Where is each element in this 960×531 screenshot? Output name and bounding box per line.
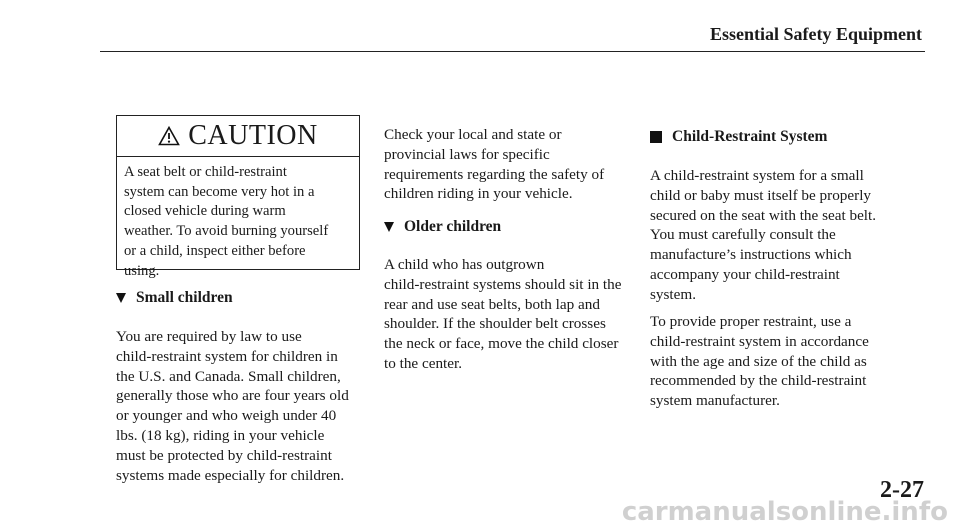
header-rule (100, 51, 925, 52)
text-line: children riding in your vehicle. (384, 185, 573, 203)
child-restraint-system-heading-text: Child-Restraint System (672, 128, 828, 145)
caution-line: closed vehicle during warm (124, 203, 286, 220)
text-line: the neck or face, move the child closer (384, 335, 619, 353)
text-line: with the age and size of the child as (650, 352, 867, 370)
caution-box (116, 115, 360, 279)
older-children-paragraph (384, 255, 622, 374)
text-line: A child-restraint system for a small (650, 167, 864, 184)
text-line: generally those who are four years old (116, 387, 349, 405)
caution-line: using. (124, 262, 160, 279)
text-line: rear and use seat belts, both lap and (384, 295, 600, 313)
small-children-heading-text: Small children (136, 289, 233, 306)
child-restraint-system-heading (650, 128, 827, 146)
square-bullet-icon (650, 131, 662, 143)
text-line: systems made especially for children. (116, 466, 345, 484)
text-line: child-restraint system in accordance (650, 332, 869, 350)
text-line: requirements regarding the safety of (384, 165, 605, 183)
caution-line: or a child, inspect either before (124, 242, 306, 259)
text-line: lbs. (18 kg), riding in your vehicle (116, 426, 325, 444)
text-line: system. (650, 285, 696, 303)
caution-title: CAUTION (188, 120, 318, 151)
text-line: shoulder. If the shoulder belt crosses (384, 315, 606, 333)
text-line: secured on the seat with the seat belt. (650, 206, 877, 224)
text-line: provincial laws for specific (384, 145, 550, 163)
caution-line: A seat belt or child-restraint (124, 164, 287, 180)
laws-paragraph (384, 125, 604, 204)
text-line: recommended by the child-restraint (650, 372, 867, 390)
older-children-heading-text: Older children (404, 218, 502, 235)
watermark: carmanualsonline.info (621, 497, 948, 527)
text-line: child or baby must itself be properly (650, 186, 872, 204)
text-line: the U.S. and Canada. Small children, (116, 367, 341, 385)
text-line: Check your local and state or (384, 126, 562, 143)
page-header-title: Essential Safety Equipment (709, 24, 922, 44)
restraint-paragraph-1 (650, 166, 876, 305)
text-line: child-restraint systems should sit in the (384, 275, 622, 293)
down-triangle-icon (116, 293, 126, 303)
text-line: to the center. (384, 354, 463, 372)
older-children-heading (384, 218, 501, 236)
small-children-heading (116, 289, 233, 307)
text-line: system manufacturer. (650, 392, 780, 410)
caution-header (117, 116, 359, 157)
small-children-paragraph (116, 327, 349, 485)
caution-line: weather. To avoid burning yourself (124, 223, 329, 240)
down-triangle-icon (384, 222, 394, 232)
text-line: A child who has outgrown (384, 256, 545, 273)
warning-triangle-icon (158, 126, 180, 146)
caution-text (117, 157, 359, 281)
text-line: You are required by law to use (116, 328, 302, 345)
text-line: accompany your child-restraint (650, 265, 840, 283)
restraint-paragraph-2 (650, 312, 869, 411)
page-number: 2-27 (880, 477, 924, 503)
text-line: or younger and who weigh under 40 (116, 407, 337, 425)
caution-line: system can become very hot in a (124, 183, 315, 200)
text-line: child-restraint system for children in (116, 347, 338, 365)
text-line: To provide proper restraint, use a (650, 313, 852, 330)
text-line: must be protected by child-restraint (116, 446, 332, 464)
text-line: You must carefully consult the (650, 226, 836, 244)
text-line: manufacture’s instructions which (650, 246, 852, 264)
